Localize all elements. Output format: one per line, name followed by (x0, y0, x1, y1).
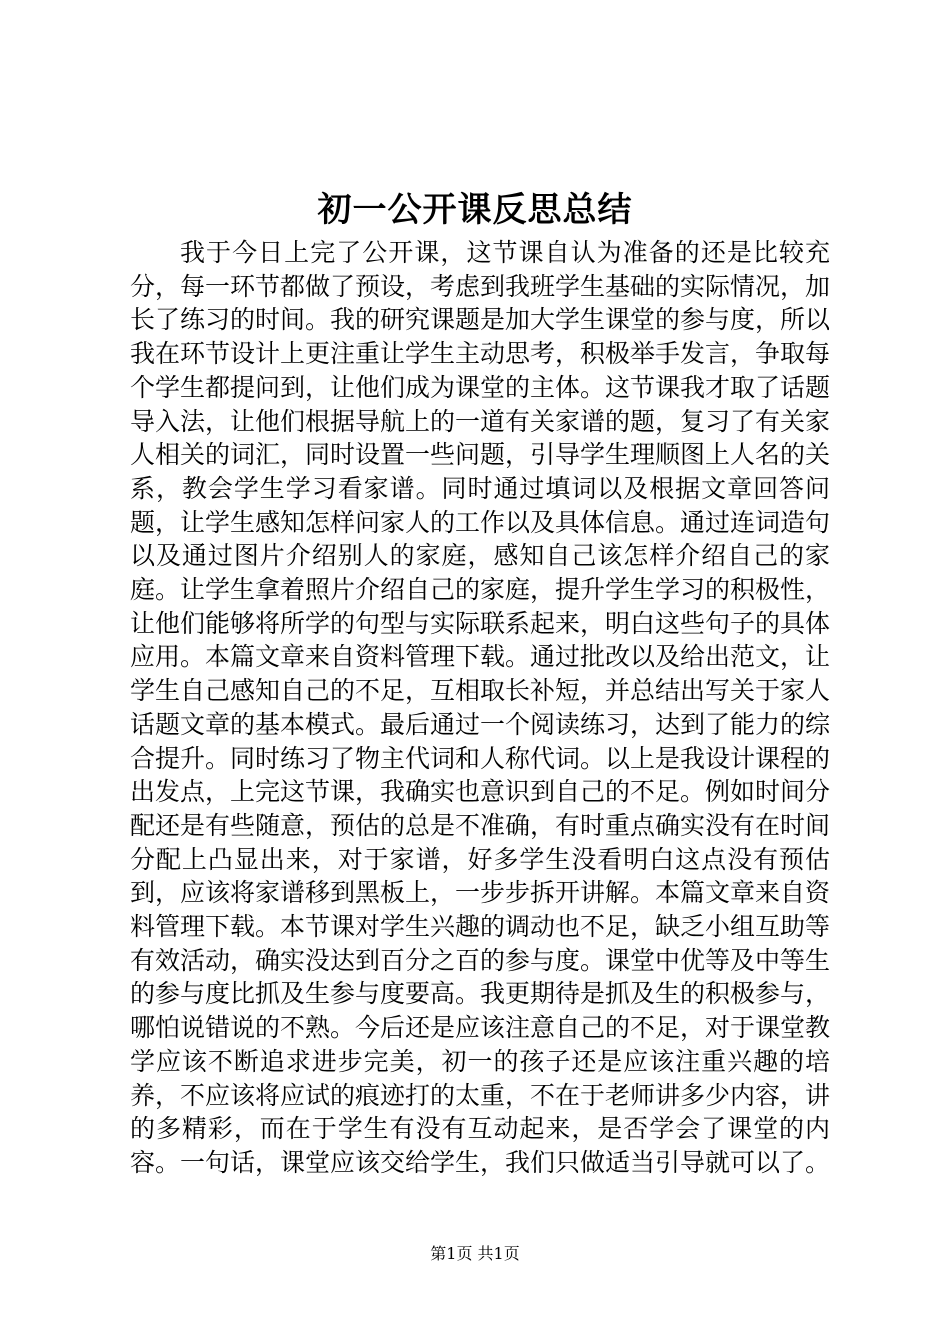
document-body-paragraph: 我于今日上完了公开课，这节课自认为准备的还是比较充分，每一环节都做了预设，考虑到我班学生基础的实际情况，加长了练习的时间。我的研究课题是加大学生课堂的参与度，所以我在环节设计上更注重让学生主动思考，积极举手发言，争取每个学生都提问到，让他们成为课堂的主体。这节课我才取了话题导入法，让他们根据导航上的一道有关家谱的题，复习了有关家人相关的词汇，同时设置一些问题，引导学生理顺图上人名的关系，教会学生学习看家谱。同时通过填词以及根据文章回答问题，让学生感知怎样问家人的工作以及具体信息。通过连词造句以及通过图片介绍别人的家庭，感知自己该怎样介绍自己的家庭。让学生拿着照片介绍自己的家庭，提升学生学习的积极性，让他们能够将所学的句型与实际联系起来，明白这些句子的具体应用。本篇文章来自资料管理下载。通过批改以及给出范文，让学生自己感知自己的不足，互相取长补短，并总结出写关于家人话题文章的基本模式。最后通过一个阅读练习，达到了能力的综合提升。同时练习了物主代词和人称代词。以上是我设计课程的出发点，上完这节课，我确实也意识到自己的不足。例如时间分配还是有些随意，预估的总是不准确，有时重点确实没有在时间分配上凸显出来，对于家谱，好多学生没看明白这点没有预估到，应该将家谱移到黑板上，一步步拆开讲解。本篇文章来自资料管理下载。本节课对学生兴趣的调动也不足，缺乏小组互助等有效活动，确实没达到百分之百的参与度。课堂中优等及中等生的参与度比抓及生参与度要高。我更期待是抓及生的积极参与，哪怕说错说的不熟。今后还是应该注意自己的不足，对于课堂教学应该不断追求进步完美，初一的孩子还是应该注重兴趣的培养，不应该将应试的痕迹打的太重，不在于老师讲多少内容，讲的多精彩，而在于学生有没有互动起来，是否学会了课堂的内容。一句话，课堂应该交给学生，我们只做适当引导就可以了。 (130, 238, 831, 1177)
document-title: 初一公开课反思总结 (317, 190, 633, 230)
page-number-footer: 第1页 共1页 (430, 1244, 520, 1263)
